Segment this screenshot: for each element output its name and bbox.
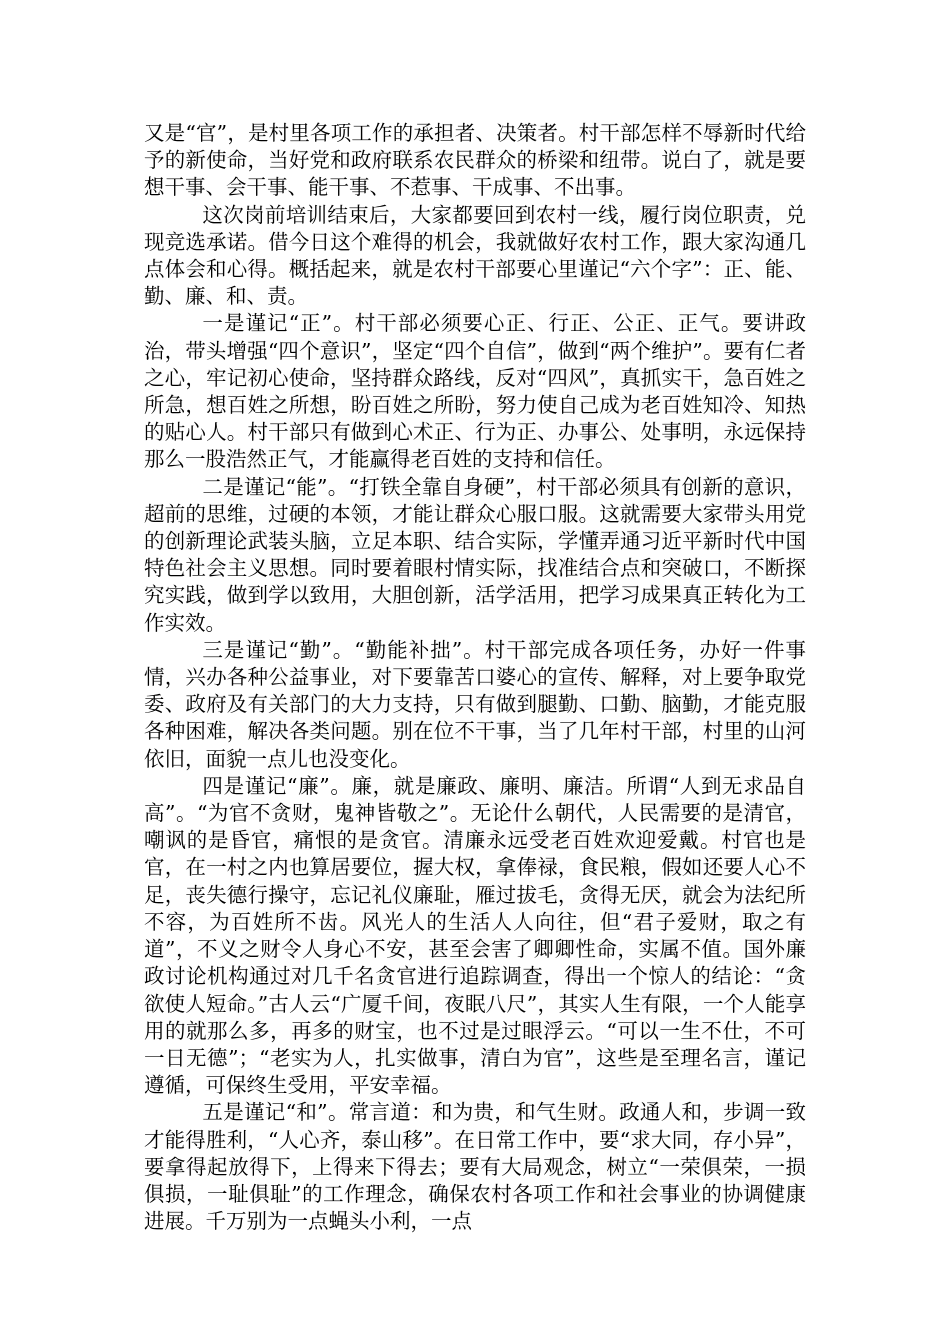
paragraph-intro: 这次岗前培训结束后，大家都要回到农村一线，履行岗位职责，兑现竞选承诺。借今日这个难得的机会，我就做好农村工作，跟大家沟通几点体会和心得。概括起来，就是农村干部要心里谨记“六个字”：正、能、勤、廉、和、责。	[144, 202, 806, 309]
paragraph-lian: 四是谨记“廉”。廉，就是廉政、廉明、廉洁。所谓“人到无求品自高”。“为官不贪财，鬼神皆敬之”。无论什么朝代，人民需要的是清官，嘲讽的是昏官，痛恨的是贪官。清廉永远受老百姓欢迎爱戴。村官也是官，在一村之内也算居要位，握大权，拿俸禄，食民粮，假如还要人心不足，丧失德行操守，忘记礼仪廉耻，雁过拔毛，贪得无厌，就会为法纪所不容，为百姓所不齿。风光人的生活人人向往，但“君子爱财，取之有道”，不义之财令人身心不安，甚至会害了卿卿性命，实属不值。国外廉政讨论机构通过对几千名贪官进行追踪调查，得出一个惊人的结论：“贪欲使人短命。”古人云“广厦千间，夜眠八尺”，其实人生有限，一个人能享用的就那么多，再多的财宝，也不过是过眼浮云。“可以一生不仕，不可一日无德”；“老实为人，扎实做事，清白为官”，这些是至理名言，谨记遵循，可保终生受用，平安幸福。	[144, 773, 806, 1098]
paragraph-qin: 三是谨记“勤”。“勤能补拙”。村干部完成各项任务，办好一件事情，兴办各种公益事业，对下要靠苦口婆心的宣传、解释，对上要争取党委、政府及有关部门的大力支持，只有做到腿勤、口勤、脑勤，才能克服各种困难，解决各类问题。别在位不干事，当了几年村干部，村里的山河依旧，面貌一点儿也没变化。	[144, 637, 806, 771]
paragraph-zheng: 一是谨记“正”。村干部必须要心正、行正、公正、正气。要讲政治，带头增强“四个意识”，坚定“四个自信”，做到“两个维护”。要有仁者之心，牢记初心使命，坚持群众路线，反对“四风”，真抓实干，急百姓之所急，想百姓之所想，盼百姓之所盼，努力使自己成为老百姓知冷、知热的贴心人。村干部只有做到心术正、行为正、办事公、处事明，永远保持那么一股浩然正气，才能赢得老百姓的支持和信任。	[144, 311, 806, 472]
paragraph-he: 五是谨记“和”。常言道：和为贵，和气生财。政通人和，步调一致才能得胜利，“人心齐，泰山移”。在日常工作中，要“求大同，存小异”，要拿得起放得下，上得来下得去；要有大局观念，树立“一荣俱荣，一损俱损，一耻俱耻”的工作理念，确保农村各项工作和社会事业的协调健康进展。千万别为一点蝇头小利，一点	[144, 1100, 806, 1234]
paragraph-neng: 二是谨记“能”。“打铁全靠自身硬”，村干部必须具有创新的意识，超前的思维，过硬的本领，才能让群众心服口服。这就需要大家带头用党的创新理论武装头脑，立足本职、结合实际，学懂弄通习近平新时代中国特色社会主义思想。同时要着眼村情实际，找准结合点和突破口，不断探究实践，做到学以致用，大胆创新，活学活用，把学习成果真正转化为工作实效。	[144, 474, 806, 635]
body-text	[144, 120, 806, 1235]
paragraph-continuation: 又是“官”，是村里各项工作的承担者、决策者。村干部怎样不辱新时代给予的新使命，当好党和政府联系农民群众的桥梁和纽带。说白了，就是要想干事、会干事、能干事、不惹事、干成事、不出事。	[144, 121, 806, 200]
